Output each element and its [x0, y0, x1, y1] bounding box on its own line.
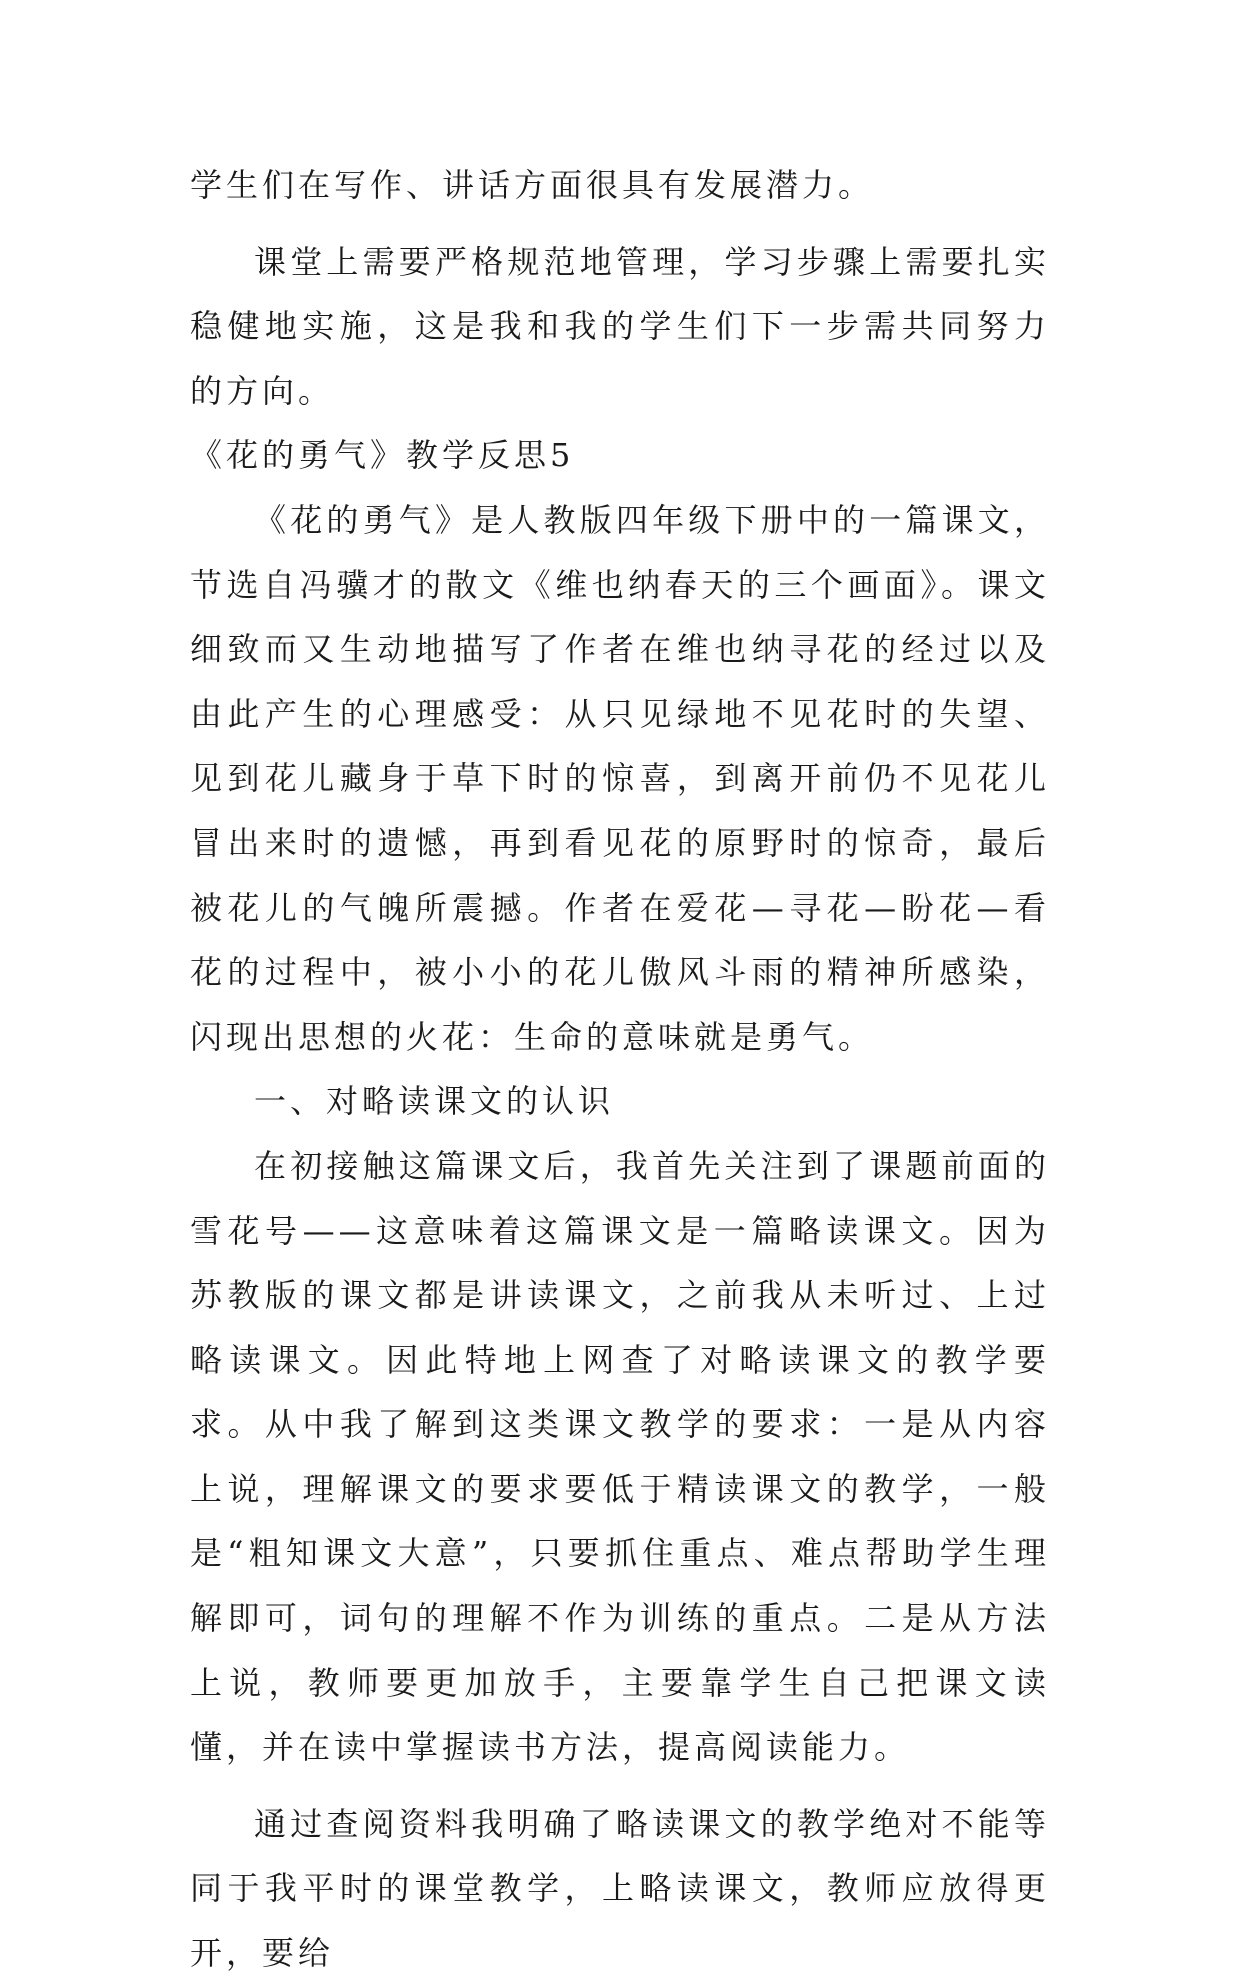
paragraph-skim-reading: 在初接触这篇课文后，我首先关注到了课题前面的雪花号——这意味着这篇课文是一篇略读课文。因为苏教版的课文都是讲读课文，之前我从未听过、上过略读课文。因此特地上网查了对略读课文的教学要求。从中我了解到这类课文教学的要求：一是从内容上说，理解课文的要求要低于精读课文的教学，一般是“粗知课文大意”，只要抓住重点、难点帮助学生理解即可，词句的理解不作为训练的重点。二是从方法上说，教师要更加放手，主要靠学生自己把课文读懂，并在读中掌握读书方法，提高阅读能力。	[190, 1146, 1050, 1767]
section-heading-one: 一、对略读课文的认识	[254, 1082, 615, 1121]
paragraph-classroom-management: 课堂上需要严格规范地管理，学习步骤上需要扎实稳健地实施，这是我和我的学生们下一步需共同努力的方向。	[190, 242, 1050, 410]
section-title: 《花的勇气》教学反思5	[190, 436, 575, 475]
paragraph-continuation: 学生们在写作、讲话方面很具有发展潜力。	[190, 166, 875, 204]
document-body	[190, 153, 1050, 1986]
paragraph-conclusion: 通过查阅资料我明确了略读课文的教学绝对不能等同于我平时的课堂教学，上略读课文，教师应放得更开，要给	[190, 1804, 1050, 1973]
paragraph-intro: 《花的勇气》是人教版四年级下册中的一篇课文，节选自冯骥才的散文《维也纳春天的三个画面》。课文细致而又生动地描写了作者在维也纳寻花的经过以及由此产生的心理感受：从只见绿地不见花时的失望、见到花儿藏身于草下时的惊喜，到离开前仍不见花儿冒出来时的遗憾，再到看见花的原野时的惊奇，最后被花儿的气魄所震撼。作者在爱花—寻花—盼花—看花的过程中，被小小的花儿傲风斗雨的精神所感染，闪现出思想的火花：生命的意味就是勇气。	[190, 500, 1050, 1056]
